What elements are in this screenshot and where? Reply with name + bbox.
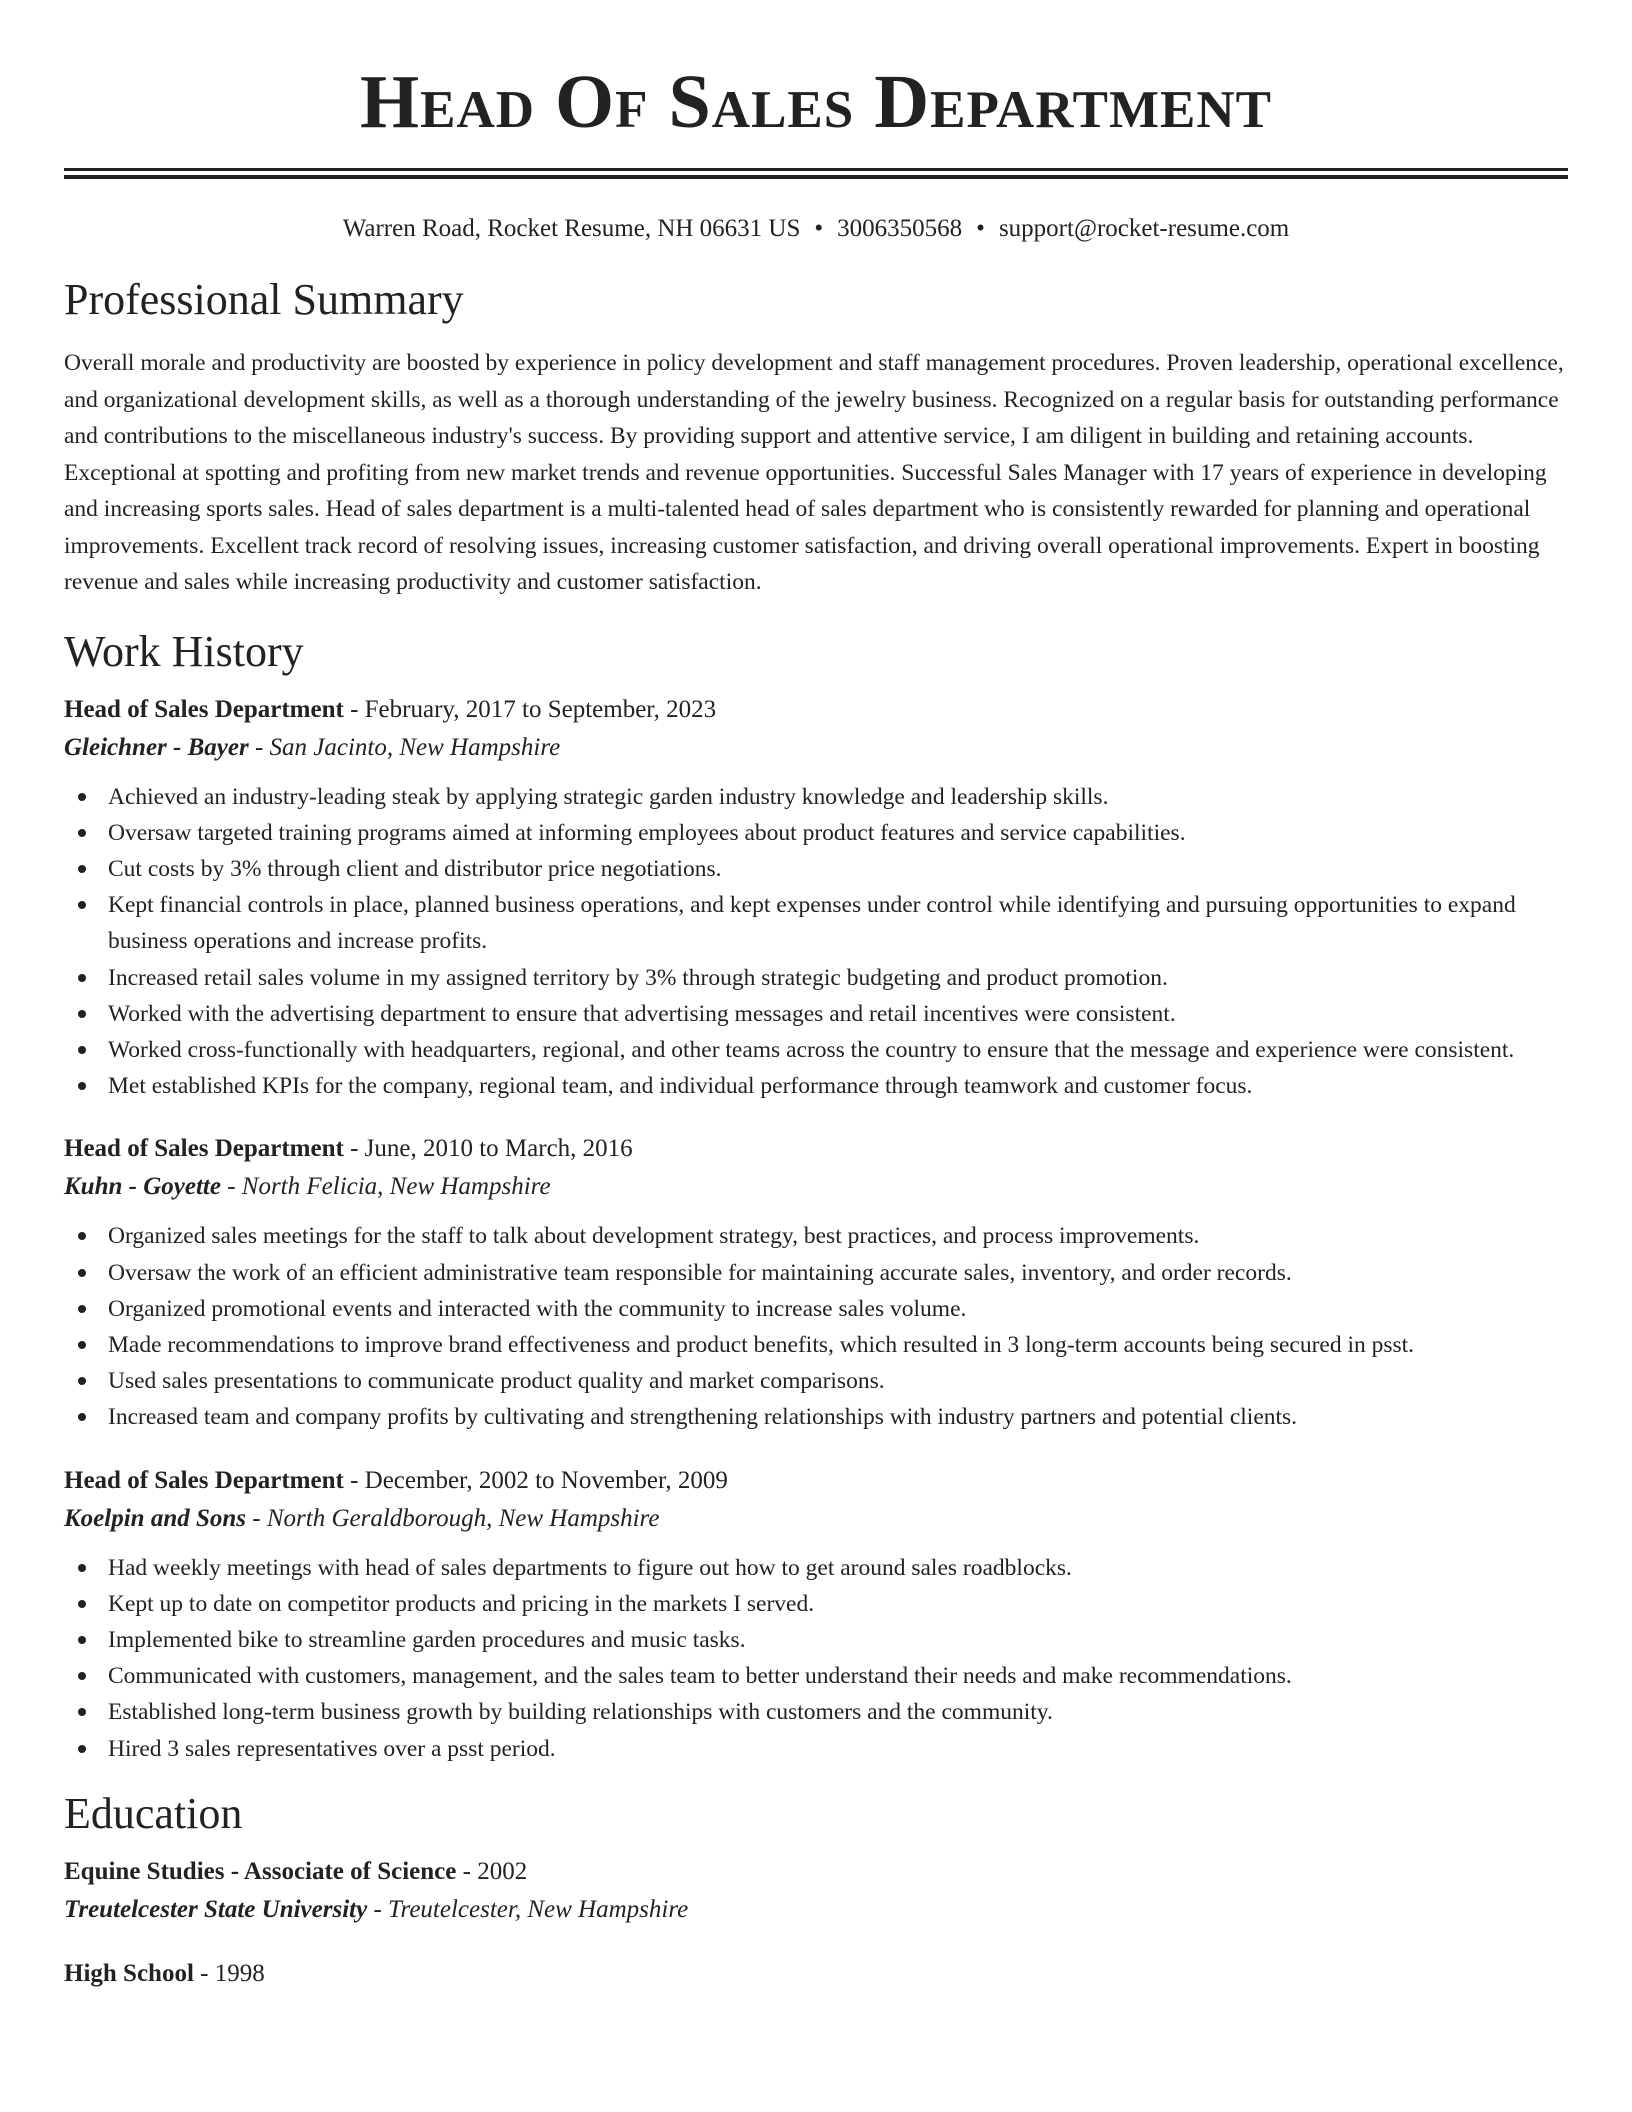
contact-separator: • (976, 215, 985, 242)
summary-text: Overall morale and productivity are boosted by experience in policy development and staff management procedures. Proven leadership, operational excellence, and organizational development skills, as well as a thorough understanding of the jewelry business. Recognized on a regular basis for outstanding performance and contributions to the miscellaneous industry's success. By providing support and attentive service, I am diligent in building and retaining accounts. Exceptional at spotting and profiting from new market trends and revenue opportunities. Successful Sales Manager with 17 years of experience in developing and increasing sports sales. Head of sales department is a multi-talented head of sales department who is consistently rewarded for planning and operational improvements. Excellent track record of resolving issues, increasing customer satisfaction, and driving overall operational improvements. Expert in boosting revenue and sales while increasing productivity and customer satisfaction. (64, 350, 1564, 595)
education-header (64, 1853, 1568, 1891)
job-role: Head of Sales Department (64, 1466, 344, 1494)
job-bullets (64, 1218, 1568, 1435)
job-dates: - December, 2002 to November, 2009 (343, 1466, 728, 1494)
education-heading: Education (64, 1788, 243, 1838)
job-location: - North Felicia, New Hampshire (220, 1173, 551, 1201)
job-bullets (64, 1550, 1568, 1767)
contact-phone: 3006350568 (837, 215, 963, 242)
job-bullet: Communicated with customers, management, and the sales team to better understand their needs and make recommendations. (108, 1658, 1568, 1694)
education-header (64, 1955, 1568, 1993)
job-bullet: Organized promotional events and interacted with the community to increase sales volume. (108, 1291, 1568, 1327)
education-section (64, 1787, 1568, 1993)
title-divider (64, 168, 1568, 179)
work-history-heading: Work History (64, 626, 304, 676)
job-bullet: Worked with the advertising department to ensure that advertising messages and retail incentives were consistent. (108, 996, 1568, 1032)
job-dates: - June, 2010 to March, 2016 (343, 1135, 633, 1163)
job-bullet: Oversaw the work of an efficient administrative team responsible for maintaining accurate sales, inventory, and order records. (108, 1255, 1568, 1291)
job-location: - San Jacinto, New Hampshire (248, 733, 561, 761)
job-bullet: Had weekly meetings with head of sales departments to figure out how to get around sales roadblocks. (108, 1550, 1568, 1586)
education-entry (64, 1853, 1568, 1929)
job-bullet: Cut costs by 3% through client and distributor price negotiations. (108, 851, 1568, 887)
job-bullet: Established long-term business growth by building relationships with customers and the community. (108, 1694, 1568, 1730)
job-entry (64, 691, 1568, 1105)
job-header (64, 1462, 1568, 1500)
job-bullet: Achieved an industry-leading steak by applying strategic garden industry knowledge and leadership skills. (108, 779, 1568, 815)
education-school-line (64, 1891, 1568, 1929)
job-entry (64, 1130, 1568, 1435)
job-bullet: Implemented bike to streamline garden procedures and music tasks. (108, 1622, 1568, 1658)
resume-title: Head Of Sales Department (360, 60, 1272, 144)
education-entry (64, 1955, 1568, 1993)
contact-address: Warren Road, Rocket Resume, NH 06631 US (342, 215, 801, 242)
job-role: Head of Sales Department (64, 695, 344, 723)
job-bullet: Met established KPIs for the company, regional team, and individual performance through teamwork and customer focus. (108, 1068, 1568, 1104)
job-bullet: Increased retail sales volume in my assigned territory by 3% through strategic budgeting and product promotion. (108, 960, 1568, 996)
job-bullet: Kept up to date on competitor products and pricing in the markets I served. (108, 1586, 1568, 1622)
education-year: - 2002 (456, 1857, 528, 1885)
education-degree: Equine Studies - Associate of Science (64, 1857, 457, 1885)
job-company: Kuhn - Goyette (64, 1173, 221, 1201)
job-company: Koelpin and Sons (64, 1504, 247, 1532)
education-school: Treutelcester State University (64, 1895, 368, 1923)
education-year: - 1998 (193, 1959, 265, 1987)
job-bullet: Used sales presentations to communicate product quality and market comparisons. (108, 1363, 1568, 1399)
job-dates: - February, 2017 to September, 2023 (343, 695, 717, 723)
job-bullet: Made recommendations to improve brand effectiveness and product benefits, which resulted in 3 long-term accounts being secured in psst. (108, 1327, 1568, 1363)
education-degree: High School (64, 1959, 194, 1987)
job-header (64, 691, 1568, 729)
job-bullet: Hired 3 sales representatives over a psst period. (108, 1731, 1568, 1767)
job-header (64, 1130, 1568, 1168)
job-bullet: Organized sales meetings for the staff to talk about development strategy, best practices, and process improvements. (108, 1218, 1568, 1254)
job-bullet: Kept financial controls in place, planned business operations, and kept expenses under control while identifying and pursuing opportunities to expand business operations and increase profits. (108, 887, 1568, 959)
job-bullet: Oversaw targeted training programs aimed at informing employees about product features and service capabilities. (108, 815, 1568, 851)
job-location: - North Geraldborough, New Hampshire (246, 1504, 660, 1532)
job-entry (64, 1462, 1568, 1767)
work-history-section (64, 625, 1568, 1767)
job-employer (64, 1500, 1568, 1538)
job-bullets (64, 779, 1568, 1105)
summary-heading: Professional Summary (64, 275, 464, 324)
education-location: - Treutelcester, New Hampshire (367, 1895, 689, 1923)
job-bullet: Increased team and company profits by cultivating and strengthening relationships with industry partners and potential clients. (108, 1399, 1568, 1435)
contact-line (64, 213, 1568, 245)
job-bullet: Worked cross-functionally with headquarters, regional, and other teams across the country to ensure that the message and experience were consistent. (108, 1032, 1568, 1068)
job-employer (64, 1168, 1568, 1206)
job-company: Gleichner - Bayer (64, 733, 249, 761)
contact-separator: • (814, 215, 824, 242)
contact-email: support@rocket-resume.com (998, 215, 1290, 242)
summary-section (64, 273, 1568, 601)
job-employer (64, 729, 1568, 767)
job-role: Head of Sales Department (64, 1135, 344, 1163)
